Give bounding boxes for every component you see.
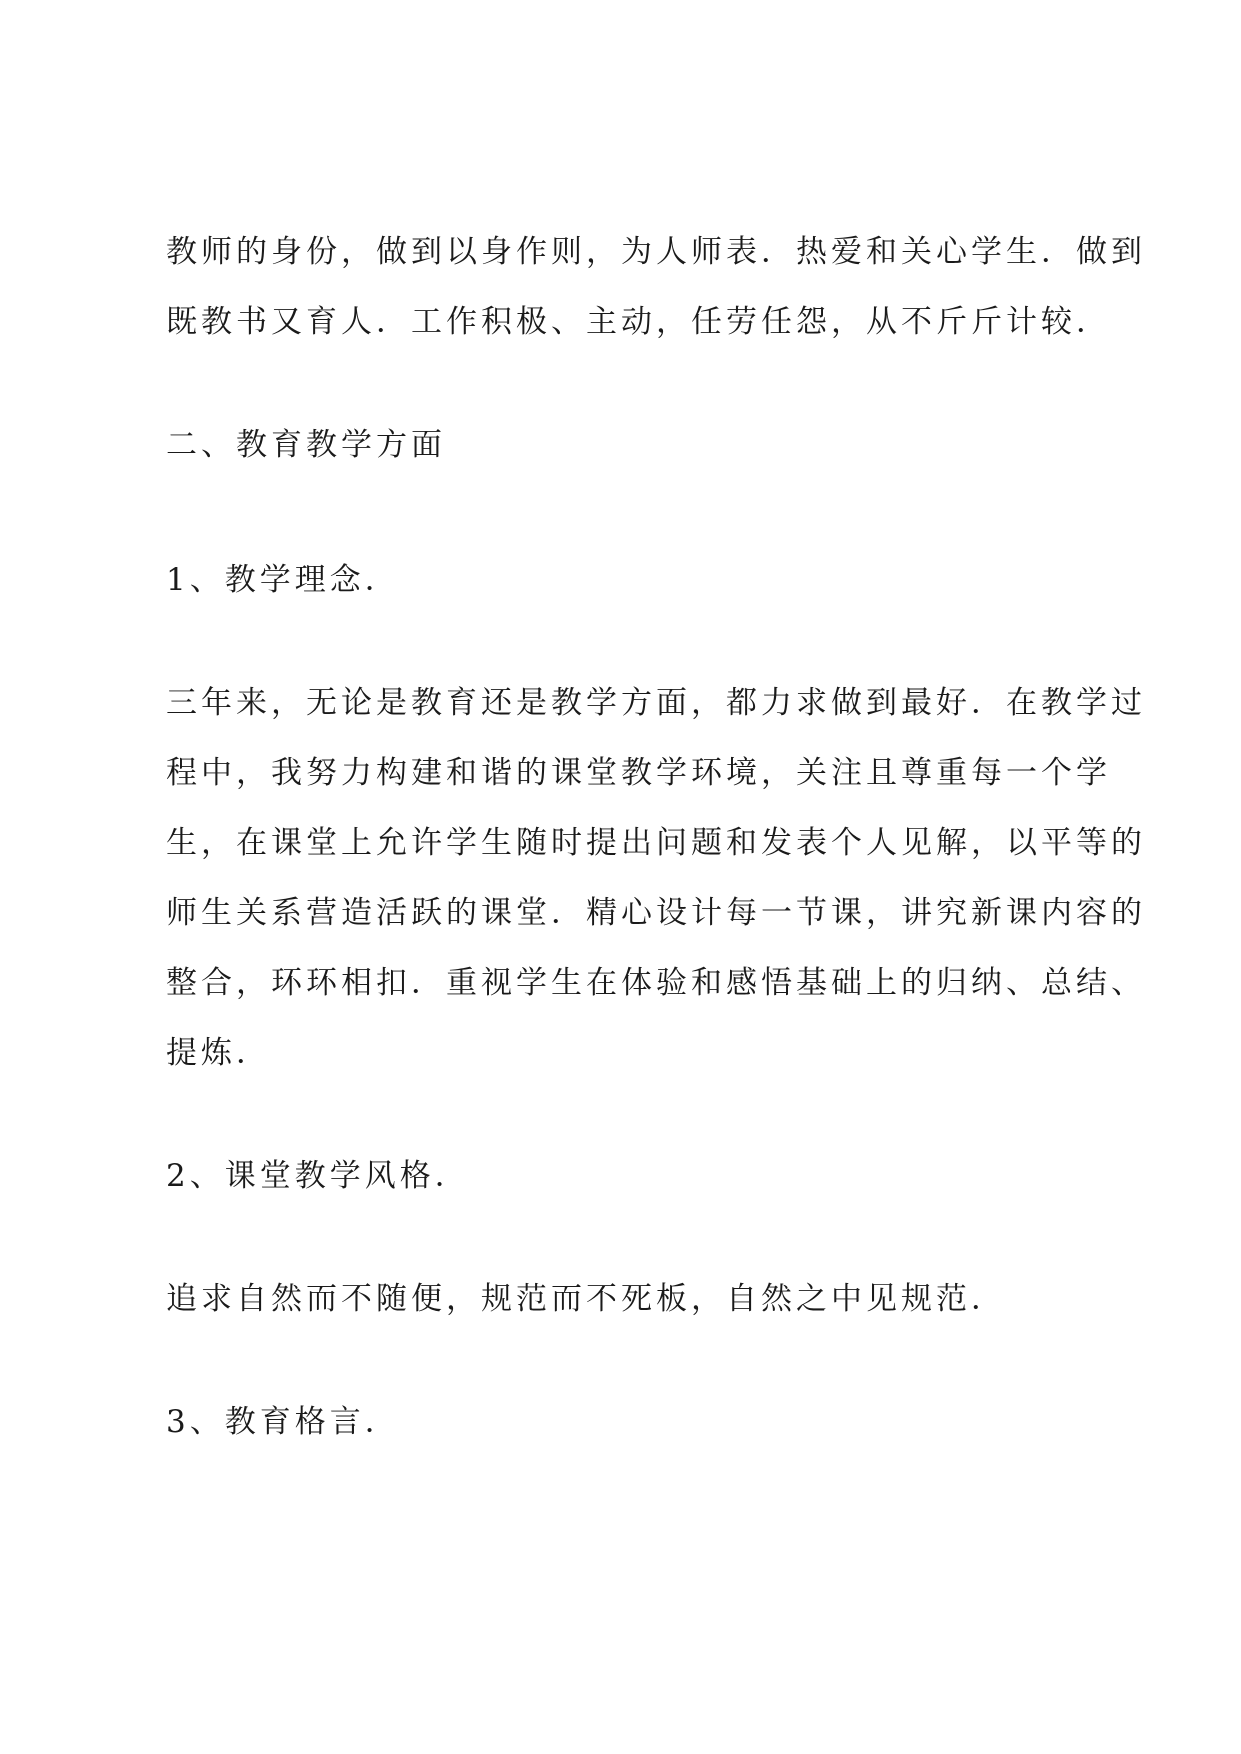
item-3-heading: 3、教育格言． xyxy=(166,1404,400,1440)
paragraph-3-line-1: 追求自然而不随便，规范而不死板，自然之中见规范． xyxy=(166,1281,1006,1317)
paragraph-2-line-2: 程中，我努力构建和谐的课堂教学环境，关注且尊重每一个学 xyxy=(166,755,1111,791)
paragraph-2-line-5: 整合，环环相扣．重视学生在体验和感悟基础上的归纳、总结、 xyxy=(166,965,1146,1001)
paragraph-2-line-4: 师生关系营造活跃的课堂．精心设计每一节课，讲究新课内容的 xyxy=(166,895,1146,931)
paragraph-2-line-6: 提炼． xyxy=(166,1035,271,1071)
item-2-heading: 2、课堂教学风格． xyxy=(166,1158,470,1194)
paragraph-2-line-3: 生，在课堂上允许学生随时提出问题和发表个人见解，以平等的 xyxy=(166,825,1146,861)
item-1-heading: 1、教学理念． xyxy=(166,562,400,598)
paragraph-1-line-2: 既教书又育人．工作积极、主动，任劳任怨，从不斤斤计较． xyxy=(166,304,1111,340)
paragraph-2-line-1: 三年来，无论是教育还是教学方面，都力求做到最好．在教学过 xyxy=(166,685,1146,721)
paragraph-1-line-1: 教师的身份，做到以身作则，为人师表．热爱和关心学生．做到 xyxy=(166,234,1146,270)
section-heading: 二、教育教学方面 xyxy=(166,427,446,463)
